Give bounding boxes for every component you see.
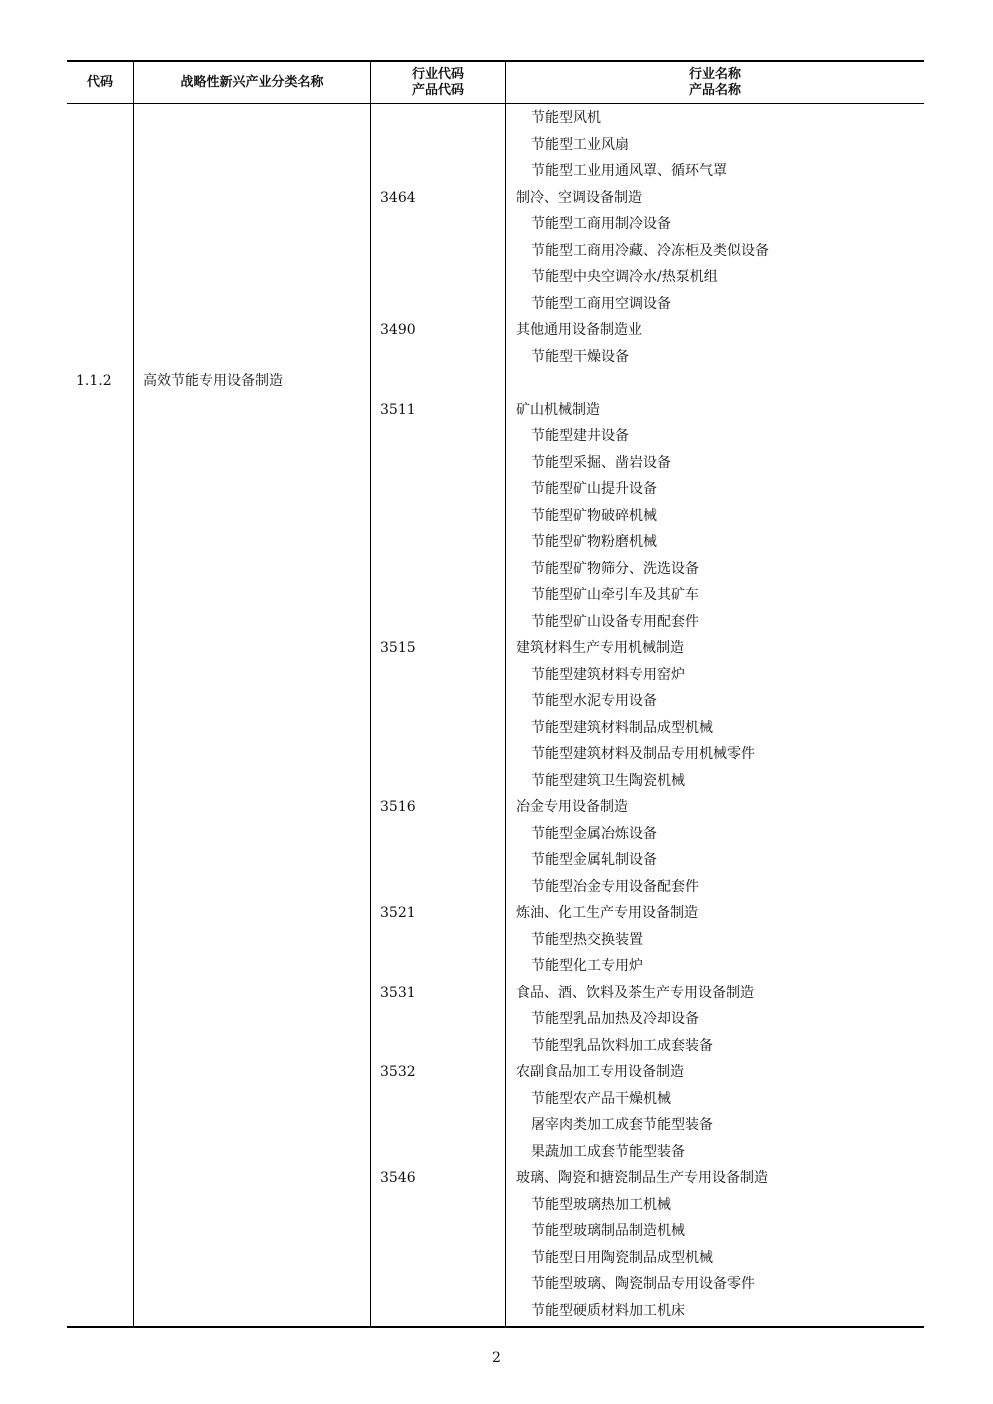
product-name: 节能型工商用冷藏、冷冻柜及类似设备 [531,242,769,259]
industry-name: 其他通用设备制造业 [516,322,642,338]
row-code: 3464 [380,189,416,206]
product-name: 节能型热交换装置 [531,931,643,948]
product-name: 节能型农产品干燥机械 [531,1090,671,1107]
page-number: 2 [492,1350,501,1366]
product-name: 节能型风机 [531,110,601,126]
product-name: 节能型矿物筛分、洗选设备 [531,560,699,577]
row-code: 3490 [380,322,416,338]
header-product-name-label: 产品名称 [688,83,741,98]
industry-name: 制冷、空调设备制造 [516,189,642,206]
product-name: 节能型金属冶炼设备 [531,825,657,842]
product-name: 节能型玻璃热加工机械 [531,1196,671,1213]
header-industry-code-label: 行业代码 [411,67,464,82]
classification-table [67,60,924,1328]
header-category-name [134,62,370,104]
product-name: 节能型矿物破碎机械 [531,507,657,524]
product-name: 节能型工业风扇 [531,136,629,153]
row-code: 3516 [380,799,416,815]
product-name: 节能型建筑材料专用窑炉 [531,666,685,683]
product-name: 节能型中央空调冷水/热泵机组 [531,269,718,285]
row-code: 3515 [380,640,416,656]
row-code: 3531 [380,984,416,1001]
product-name: 节能型矿山设备专用配套件 [531,613,699,630]
header-category-name-label: 战略性新兴产业分类名称 [180,75,324,90]
product-name: 节能型建筑卫生陶瓷机械 [531,772,685,789]
product-name: 节能型干燥设备 [531,348,629,365]
product-name: 节能型水泥专用设备 [531,693,657,709]
row-code: 3532 [380,1064,416,1080]
product-name: 节能型硬质材料加工机床 [531,1302,685,1319]
industry-name: 炼油、化工生产专用设备制造 [516,905,698,921]
industry-name: 矿山机械制造 [516,401,600,418]
industry-name: 食品、酒、饮料及茶生产专用设备制造 [516,984,754,1001]
row-code: 3511 [380,401,416,418]
header-code-label: 代码 [86,75,113,90]
industry-name: 玻璃、陶瓷和搪瓷制品生产专用设备制造 [516,1170,768,1186]
product-name: 节能型日用陶瓷制品成型机械 [531,1249,713,1266]
industry-name: 农副食品加工专用设备制造 [516,1064,684,1080]
product-name: 节能型矿山提升设备 [531,481,657,497]
product-name: 节能型乳品加热及冷却设备 [531,1011,699,1027]
product-name: 节能型乳品饮料加工成套装备 [531,1037,713,1054]
product-name: 节能型矿物粉磨机械 [531,534,657,550]
product-name: 节能型工商用制冷设备 [531,216,671,232]
header-industry-name-label: 行业名称 [688,67,741,82]
product-name: 节能型采掘、凿岩设备 [531,454,671,471]
column-divider [505,62,506,1326]
header-industry-product-name [506,62,924,104]
product-name: 节能型建井设备 [531,428,629,444]
product-name: 果蔬加工成套节能型装备 [531,1143,685,1160]
product-name: 节能型玻璃制品制造机械 [531,1223,685,1239]
column-divider [133,62,134,1326]
product-name: 节能型化工专用炉 [531,958,643,974]
category-code: 1.1.2 [76,373,112,389]
product-name: 屠宰肉类加工成套节能型装备 [531,1117,713,1133]
header-industry-product-code [371,62,505,104]
product-name: 节能型矿山牵引车及其矿车 [531,587,699,603]
header-code [67,62,133,104]
product-name: 节能型建筑材料及制品专用机械零件 [531,746,755,762]
product-name: 节能型金属轧制设备 [531,852,657,868]
industry-name: 建筑材料生产专用机械制造 [516,640,684,656]
product-name: 节能型工业用通风罩、循环气罩 [531,163,727,179]
header-product-code-label: 产品代码 [411,83,464,98]
product-name: 节能型建筑材料制品成型机械 [531,719,713,736]
product-name: 节能型工商用空调设备 [531,295,671,312]
row-code: 3521 [380,905,416,921]
product-name: 节能型玻璃、陶瓷制品专用设备零件 [531,1276,755,1292]
category-name: 高效节能专用设备制造 [143,373,283,389]
product-name: 节能型冶金专用设备配套件 [531,878,699,895]
industry-name: 冶金专用设备制造 [516,799,628,815]
row-code: 3546 [380,1170,416,1186]
column-divider [370,62,371,1326]
